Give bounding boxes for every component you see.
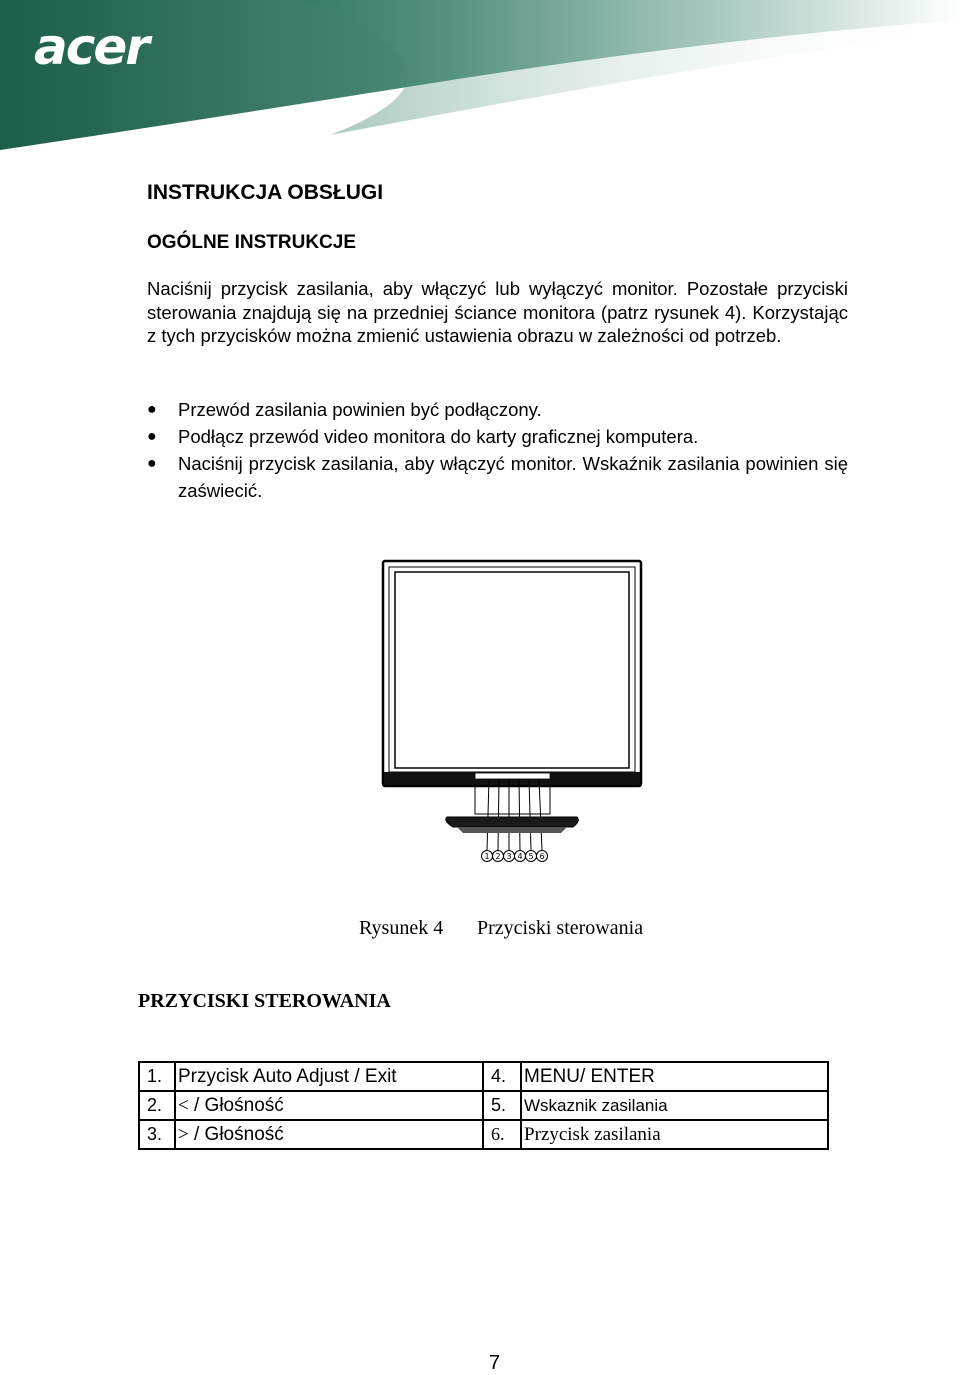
table-row xyxy=(139,1120,828,1149)
control-number: 2. xyxy=(139,1091,175,1120)
page-title: INSTRUKCJA OBSŁUGI xyxy=(147,181,384,204)
table-row xyxy=(139,1091,828,1120)
monitor-diagram xyxy=(375,555,650,875)
table-row xyxy=(139,1062,828,1091)
monitor-screen xyxy=(395,572,629,768)
list-item: ● Przewód zasilania powinien być podłączony. xyxy=(147,396,848,423)
monitor-base xyxy=(446,817,578,827)
intro-paragraph: Naciśnij przycisk zasilania, aby włączyć lub wyłączyć monitor. Pozostałe przyciski sterowania znajdują się na przedniej ściance monitora (patrz rysunek 4). Korzystając z tych przycisków można zmienić ustawienia obrazu w zależności od potrzeb. xyxy=(147,278,848,347)
bullet-icon: ● xyxy=(147,428,157,445)
control-label: Wskaznik zasilania xyxy=(521,1091,828,1120)
left-arrow-symbol: < xyxy=(178,1095,189,1116)
list-item: ● Naciśnij przycisk zasilania, aby włączyć monitor. Wskaźnik zasilania powinien się zaświecić. xyxy=(147,450,848,504)
control-number: 1. xyxy=(139,1062,175,1091)
figure-number: Rysunek 4 xyxy=(359,917,444,939)
section-title: OGÓLNE INSTRUKCJE xyxy=(147,232,357,253)
page-header xyxy=(0,0,960,160)
button-markers xyxy=(482,851,548,862)
figure-caption: Przyciski sterowania xyxy=(477,917,644,939)
acer-logo: acer xyxy=(34,18,148,76)
svg-text:6: 6 xyxy=(539,852,545,861)
svg-text:2: 2 xyxy=(495,852,501,861)
bullet-icon: ● xyxy=(147,401,157,418)
control-label: Przycisk zasilania xyxy=(521,1120,828,1149)
control-label: MENU/ ENTER xyxy=(521,1062,828,1091)
controls-title: PRZYCISKI STEROWANIA xyxy=(138,990,391,1012)
svg-text:1: 1 xyxy=(484,852,490,861)
monitor-base-edge xyxy=(457,827,567,833)
button-panel xyxy=(475,773,550,779)
control-number: 4. xyxy=(483,1062,521,1091)
monitor-neck xyxy=(475,786,550,814)
control-label: < / Głośność xyxy=(175,1091,483,1120)
right-arrow-symbol: > xyxy=(178,1124,189,1145)
monitor-illustration xyxy=(375,555,650,870)
controls-table xyxy=(138,1061,829,1150)
svg-text:5: 5 xyxy=(528,852,534,861)
svg-text:3: 3 xyxy=(506,852,512,861)
control-number: 3. xyxy=(139,1120,175,1149)
control-number: 6. xyxy=(483,1120,521,1149)
svg-text:4: 4 xyxy=(517,852,523,861)
control-number: 5. xyxy=(483,1091,521,1120)
setup-steps-list xyxy=(147,396,848,504)
list-item: ● Podłącz przewód video monitora do karty graficznej komputera. xyxy=(147,423,848,450)
control-label: > / Głośność xyxy=(175,1120,483,1149)
control-label: Przycisk Auto Adjust / Exit xyxy=(175,1062,483,1091)
bullet-icon: ● xyxy=(147,455,157,472)
page-number: 7 xyxy=(489,1352,501,1374)
